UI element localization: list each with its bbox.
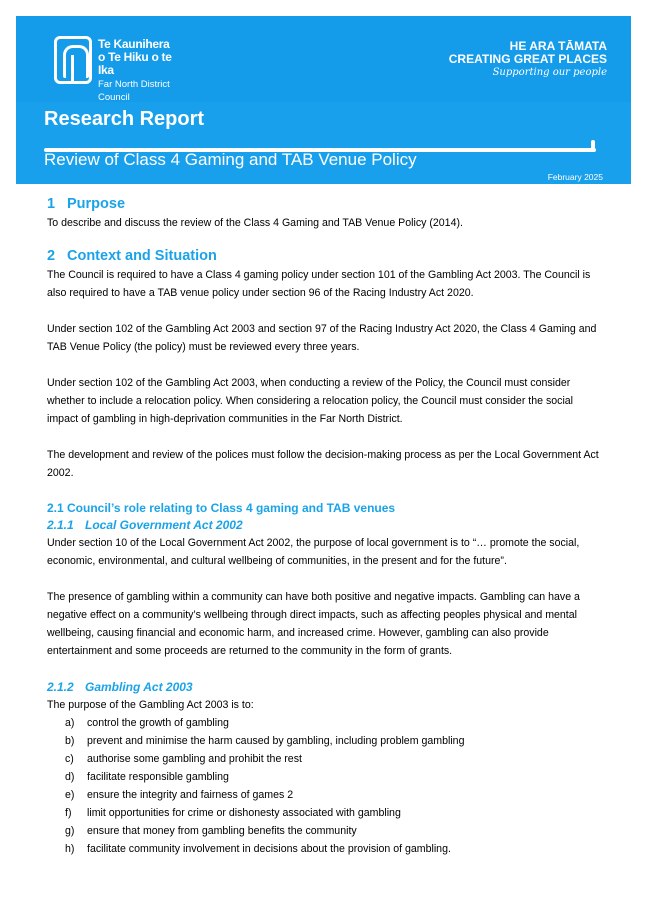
logo-text: [98, 38, 186, 104]
lga-paragraph-1: Under section 10 of the Local Government Act 2002, the purpose of local government is to “… promote the social, economic, environmental, and cultural wellbeing of communities, in the present and for the future”.: [47, 537, 580, 567]
context-heading: [47, 246, 602, 266]
lga-heading: [47, 516, 602, 534]
header-banner: [16, 16, 631, 184]
lga-paragraph-2: The presence of gambling within a community can have both positive and negative impacts. Gambling can have a negative effect on a community’s wellbeing through direct impacts, such as affecting peoples physical and mental wellbeing, causing financial and economic harm, and increased crime. However, gambling can also provide entertainment and some proceeds are returned to the community in the form of grants.: [47, 591, 580, 657]
ga-heading-text: Gambling Act 2003: [85, 680, 193, 694]
tagline-line-3: Supporting our people: [492, 67, 607, 78]
purpose-text: To describe and discuss the review of the Class 4 Gaming and TAB Venue Policy (2014).: [47, 217, 463, 229]
lga-heading-text: Local Government Act 2002: [85, 518, 243, 532]
council-logo: [54, 36, 186, 103]
tagline-line-1: HE ARA TĀMATA: [509, 39, 607, 53]
list-item: e) ensure the integrity and fairness of games 2: [65, 789, 294, 801]
context-number: 2: [47, 248, 56, 264]
tagline: [449, 40, 607, 78]
logo-line-2: o Te Hiku o te Ika: [98, 50, 172, 77]
context-paragraph-1: The Council is required to have a Class 4 gaming policy under section 101 of the Gambling Act 2003. The Council is also required to have a TAB venue policy under section 96 of the Racing Industry Act 2020.: [47, 269, 591, 299]
list-item: a) control the growth of gambling: [65, 717, 229, 729]
tagline-line-2: CREATING GREAT PLACES: [448, 52, 607, 66]
header-rule-tip: [591, 140, 595, 150]
purpose-number: 1: [47, 196, 56, 212]
koru-logo-icon: [54, 36, 92, 84]
list-item: g) ensure that money from gambling benefits the community: [65, 825, 357, 837]
list-item: f) limit opportunities for crime or dishonesty associated with gambling: [65, 807, 401, 819]
list-item: b) prevent and minimise the harm caused by gambling, including problem gambling: [65, 735, 465, 747]
ga-number: 2.1.2: [47, 680, 74, 694]
context-paragraph-4: The development and review of the polices must follow the decision-making process as per the Local Government Act 2002.: [47, 449, 599, 479]
purpose-heading: [47, 194, 602, 214]
role-heading: 2.1 Council’s role relating to Class 4 gaming and TAB venues: [47, 501, 396, 515]
list-item: d) facilitate responsible gambling: [65, 771, 229, 783]
logo-line-1: Te Kaunihera: [98, 37, 170, 51]
list-item: c) authorise some gambling and prohibit the rest: [65, 753, 302, 765]
ga-purpose-list: [47, 714, 602, 858]
purpose-heading-text: Purpose: [67, 196, 126, 212]
logo-line-3: Far North District Council: [98, 79, 170, 103]
lga-number: 2.1.1: [47, 518, 74, 532]
ga-intro: The purpose of the Gambling Act 2003 is to:: [47, 699, 254, 711]
ga-heading: [47, 678, 602, 696]
context-heading-text: Context and Situation: [67, 248, 217, 264]
context-paragraph-2: Under section 102 of the Gambling Act 2003 and section 97 of the Racing Industry Act 2020, the Class 4 Gaming and TAB Venue Policy (the policy) must be reviewed every three years.: [47, 323, 597, 353]
report-date: February 2025: [547, 172, 603, 182]
report-title: Review of Class 4 Gaming and TAB Venue Policy: [44, 150, 417, 169]
report-kind: Research Report: [44, 108, 205, 130]
list-item: h) facilitate community involvement in decisions about the provision of gambling.: [65, 843, 451, 855]
context-paragraph-3: Under section 102 of the Gambling Act 2003, when conducting a review of the Policy, the Council must consider whether to include a relocation policy. When considering a relocation policy, the Council must consider the social impact of gambling in high-deprivation communities in the Far North District.: [47, 377, 574, 425]
document-body: [47, 194, 602, 858]
